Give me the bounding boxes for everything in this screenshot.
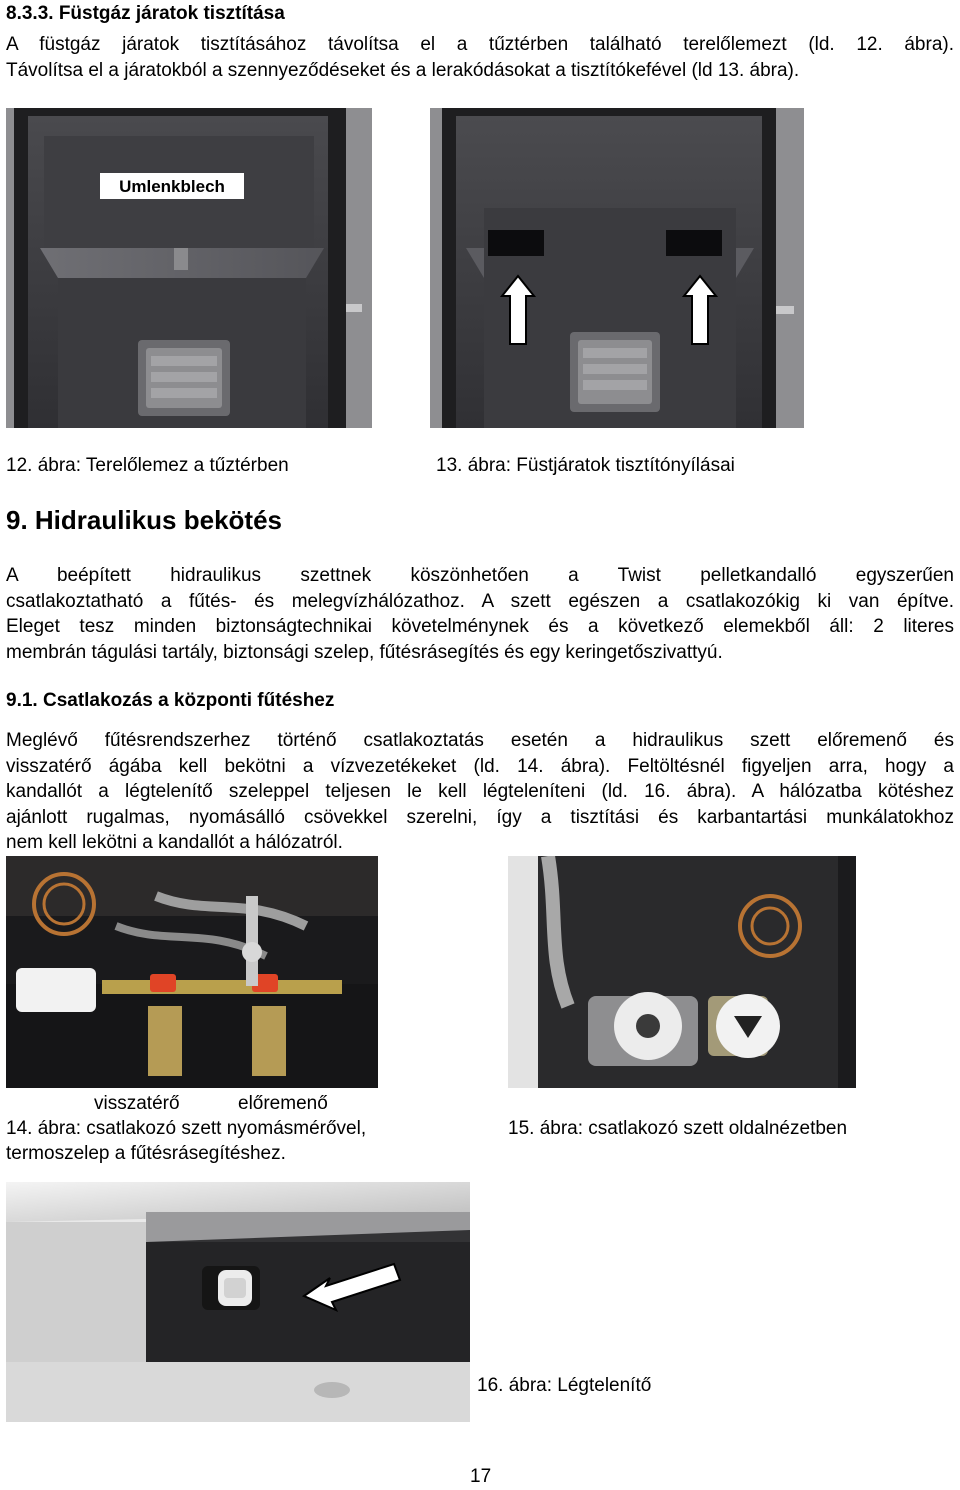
section-91-paragraph — [6, 728, 954, 856]
para-line: Távolítsa el a járatokból a szennyeződéseket és a lerakódásokat a tisztítókefével (ld 13. ábra). — [6, 59, 800, 81]
figure-13-photo — [430, 108, 804, 428]
cleaning-opening-right — [666, 230, 722, 256]
figure-15-photo — [508, 856, 856, 1088]
para-line: csatlakoztatható a fűtés- és melegvízhálózathoz. A szett egészen a csatlakozókig ki van építve. — [6, 590, 954, 612]
page-number: 17 — [470, 1466, 492, 1487]
figure-14-label-return: visszatérő — [94, 1093, 180, 1114]
cleaning-opening-left — [488, 230, 544, 256]
figure-16-caption: 16. ábra: Légtelenítő — [477, 1375, 652, 1396]
figure-12-label: Umlenkblech — [119, 177, 225, 196]
figure-14-photo — [6, 856, 378, 1088]
para-line: ajánlott rugalmas, nyomásálló csövekkel szerelni, így a tisztítási és karbantartási munkálatokhoz — [6, 806, 954, 828]
section-heading-833: 8.3.3. Füstgáz járatok tisztítása — [6, 3, 285, 24]
figure-13-caption: 13. ábra: Füstjáratok tisztítónyílásai — [436, 455, 735, 476]
section-833-paragraph — [6, 32, 954, 83]
para-line: kandallót a légtelenítő szeleppel teljesen le kell légteleníteni (ld. 16. ábra). A hálózatba kötéshez — [6, 781, 954, 802]
figure-14-label-flow: előremenő — [238, 1093, 328, 1114]
figure-14-caption-line2: termoszelep a fűtésrásegítéshez. — [6, 1143, 286, 1164]
para-line: A füstgáz járatok tisztításához távolítsa el a tűztérben található terelőlemezt (ld. 12. ábra). — [6, 34, 954, 55]
para-line: visszatérő ágába kell bekötni a vízvezetékeket (ld. 14. ábra). Feltöltésnél figyeljen arra, hogy a — [6, 755, 954, 777]
section-heading-9: 9. Hidraulikus bekötés — [6, 505, 282, 535]
figure-16-photo — [6, 1182, 470, 1422]
figure-12-photo — [6, 108, 372, 428]
para-line: Eleget tesz minden biztonságtechnikai követelménynek és a következő elemekből áll: 2 literes — [6, 616, 954, 637]
para-line: nem kell lekötni a kandallót a hálózatról. — [6, 832, 343, 853]
para-line: A beépített hidraulikus szettnek köszönhetően a Twist pelletkandalló egyszerűen — [6, 565, 954, 586]
para-line: membrán tágulási tartály, biztonsági szelep, fűtésrásegítés és egy keringetőszivattyú. — [6, 641, 723, 663]
figure-14-caption-line1: 14. ábra: csatlakozó szett nyomásmérővel, — [6, 1118, 367, 1139]
figure-12-caption: 12. ábra: Terelőlemez a tűztérben — [6, 455, 289, 476]
para-line: Meglévő fűtésrendszerhez történő csatlakoztatás esetén a hidraulikus szett előremenő és — [6, 730, 954, 751]
section-9-paragraph — [6, 563, 954, 665]
section-heading-91: 9.1. Csatlakozás a központi fűtéshez — [6, 690, 335, 711]
figure-15-caption: 15. ábra: csatlakozó szett oldalnézetben — [508, 1118, 848, 1139]
